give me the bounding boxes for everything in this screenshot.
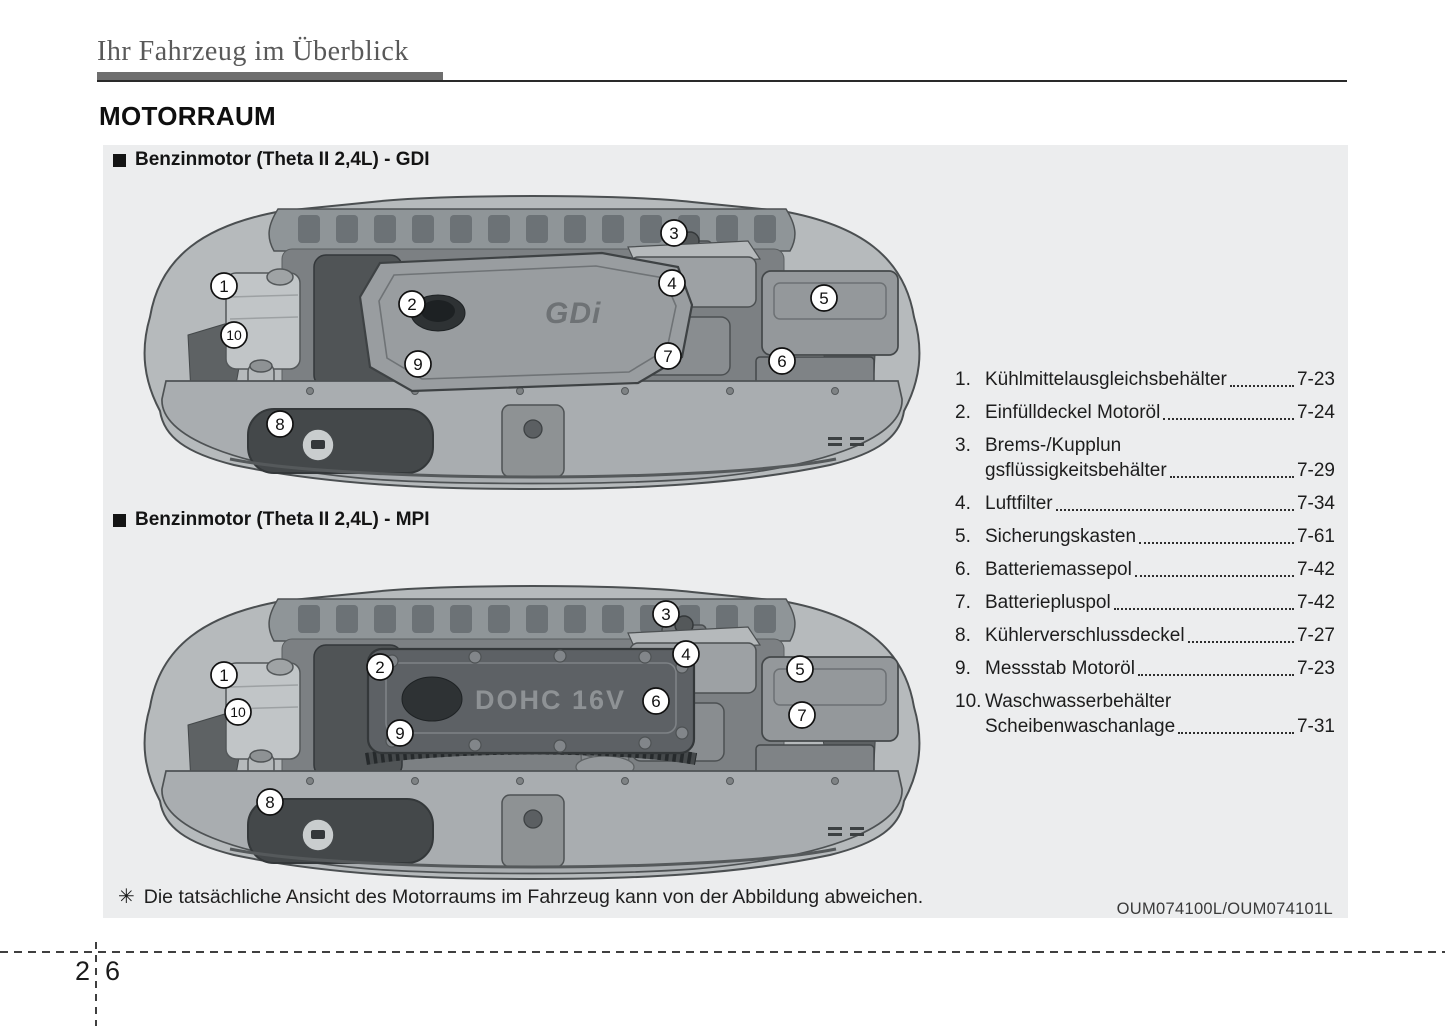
oil-filler-cap <box>402 677 462 721</box>
callout-8 <box>257 789 283 815</box>
legend-item <box>955 623 1335 648</box>
page-ref: 7-29 <box>1296 460 1335 481</box>
radiator-cap-label <box>311 440 325 449</box>
crop-mark-vertical <box>95 942 97 1026</box>
callout-3 <box>661 220 687 246</box>
crop-mark-horizontal <box>0 951 1445 953</box>
svg-text:10: 10 <box>226 327 242 343</box>
callout-7 <box>655 343 681 369</box>
svg-text:10: 10 <box>230 704 246 720</box>
legend-label: Batteriemassepol <box>985 559 1132 580</box>
legend-label: Einfülldeckel Motoröl <box>985 402 1161 423</box>
leader-dots <box>1138 674 1294 676</box>
callout-10 <box>221 322 247 348</box>
figure-heading-mpi <box>113 509 430 531</box>
legend-label: Kühlmittelausgleichsbehälter <box>985 369 1227 390</box>
callout-9 <box>387 720 413 746</box>
svg-text:3: 3 <box>661 605 671 624</box>
callout-7 <box>789 702 815 728</box>
legend-number: 4. <box>955 493 971 514</box>
svg-text:2: 2 <box>375 658 385 677</box>
legend-label: Messstab Motoröl <box>985 658 1135 679</box>
callout-2 <box>367 654 393 680</box>
leader-dots <box>1170 476 1294 478</box>
legend-number: 6. <box>955 559 971 580</box>
legend-label-cont: gsflüssigkeitsbehälter <box>985 460 1167 481</box>
figure-heading-label: Benzinmotor (Theta II 2,4L) - GDI <box>135 149 430 170</box>
page-ref: 7-61 <box>1296 526 1335 547</box>
svg-text:5: 5 <box>795 660 805 679</box>
legend-number: 2. <box>955 402 971 423</box>
leader-dots <box>1188 641 1294 643</box>
legend-item <box>955 590 1335 615</box>
engine-cover-logo: DOHC 16V <box>475 685 627 715</box>
hood-latch-hole <box>524 420 542 438</box>
legend-label: Sicherungskasten <box>985 526 1137 547</box>
header-rule <box>97 80 1347 82</box>
legend-number: 1. <box>955 369 971 390</box>
hood-latch <box>502 795 564 867</box>
page-ref: 7-34 <box>1296 493 1335 514</box>
hood-latch-hole <box>524 810 542 828</box>
svg-text:1: 1 <box>219 666 229 685</box>
callout-1 <box>211 273 237 299</box>
legend-number: 10. <box>955 691 982 712</box>
callout-6 <box>643 688 669 714</box>
legend-item <box>955 656 1335 681</box>
callout-4 <box>673 641 699 667</box>
legend-item <box>955 433 1335 483</box>
square-bullet-icon <box>113 514 126 527</box>
coolant-cap <box>267 269 293 285</box>
callout-1 <box>211 662 237 688</box>
svg-text:6: 6 <box>651 692 661 711</box>
coolant-cap <box>267 659 293 675</box>
square-bullet-icon <box>113 154 126 167</box>
legend-number: 3. <box>955 435 971 456</box>
svg-text:2: 2 <box>407 295 417 314</box>
page-ref: 7-42 <box>1296 559 1335 580</box>
parts-legend <box>955 367 1335 747</box>
callout-4 <box>659 270 685 296</box>
figure-heading-label: Benzinmotor (Theta II 2,4L) - MPI <box>135 509 430 530</box>
leader-dots <box>1139 542 1294 544</box>
svg-text:9: 9 <box>413 355 423 374</box>
legend-label: Waschwasserbehälter <box>985 691 1172 712</box>
legend-label: Brems-/Kupplun <box>985 435 1122 456</box>
leader-dots <box>1056 509 1294 511</box>
page-ref: 7-24 <box>1296 402 1335 423</box>
chapter-number: 2 <box>74 956 90 986</box>
callout-2 <box>399 291 425 317</box>
callout-8 <box>267 411 293 437</box>
legend-number: 8. <box>955 625 971 646</box>
legend-label-cont: Scheibenwaschanlage <box>985 716 1176 737</box>
svg-text:9: 9 <box>395 724 405 743</box>
legend-item <box>955 557 1335 582</box>
page-ref: 7-31 <box>1296 716 1335 737</box>
washer-cap <box>250 360 272 372</box>
figure-panel <box>103 145 1348 918</box>
svg-text:6: 6 <box>777 352 787 371</box>
leader-dots <box>1163 418 1294 420</box>
legend-label: Luftfilter <box>985 493 1053 514</box>
figure-code: OUM074100L/OUM074101L <box>1116 900 1333 918</box>
svg-text:8: 8 <box>265 793 275 812</box>
svg-text:3: 3 <box>669 224 679 243</box>
callout-5 <box>787 656 813 682</box>
page-ref: 7-23 <box>1296 658 1335 679</box>
callout-10 <box>225 699 251 725</box>
svg-text:4: 4 <box>667 274 677 293</box>
svg-text:4: 4 <box>681 645 691 664</box>
svg-text:7: 7 <box>797 706 807 725</box>
svg-text:8: 8 <box>275 415 285 434</box>
svg-text:5: 5 <box>819 289 829 308</box>
legend-number: 5. <box>955 526 971 547</box>
footnote-text: Die tatsächliche Ansicht des Motorraums im Fahrzeug kann von der Abbildung abweichen. <box>143 886 924 908</box>
legend-item <box>955 524 1335 549</box>
callout-6 <box>769 348 795 374</box>
page-title: MOTORRAUM <box>99 101 276 131</box>
legend-number: 7. <box>955 592 971 613</box>
legend-item <box>955 689 1335 739</box>
svg-text:1: 1 <box>219 277 229 296</box>
leader-dots <box>1230 385 1294 387</box>
page-number: 6 <box>105 956 121 986</box>
page-ref: 7-42 <box>1296 592 1335 613</box>
washer-cap <box>250 750 272 762</box>
callout-3 <box>653 601 679 627</box>
radiator-cap-label <box>311 830 325 839</box>
leader-dots <box>1135 575 1294 577</box>
legend-item <box>955 367 1335 392</box>
legend-label: Batteriepluspol <box>985 592 1111 613</box>
page-ref: 7-23 <box>1296 369 1335 390</box>
footnote <box>118 884 923 909</box>
legend-item <box>955 491 1335 516</box>
callout-9 <box>405 351 431 377</box>
engine-bay-diagram-gdi <box>130 185 935 490</box>
leader-dots <box>1178 732 1294 734</box>
engine-cover-logo: GDi <box>545 297 602 330</box>
legend-number: 9. <box>955 658 971 679</box>
footnote-asterisk-icon: ✳ <box>118 886 135 908</box>
legend-item <box>955 400 1335 425</box>
page-ref: 7-27 <box>1296 625 1335 646</box>
svg-text:7: 7 <box>663 347 673 366</box>
hood-latch <box>502 405 564 477</box>
figure-heading-gdi <box>113 149 430 171</box>
leader-dots <box>1114 608 1294 610</box>
callout-5 <box>811 285 837 311</box>
chapter-header: Ihr Fahrzeug im Überblick <box>97 36 409 67</box>
engine-bay-diagram-mpi <box>130 575 935 880</box>
legend-label: Kühlerverschlussdeckel <box>985 625 1185 646</box>
